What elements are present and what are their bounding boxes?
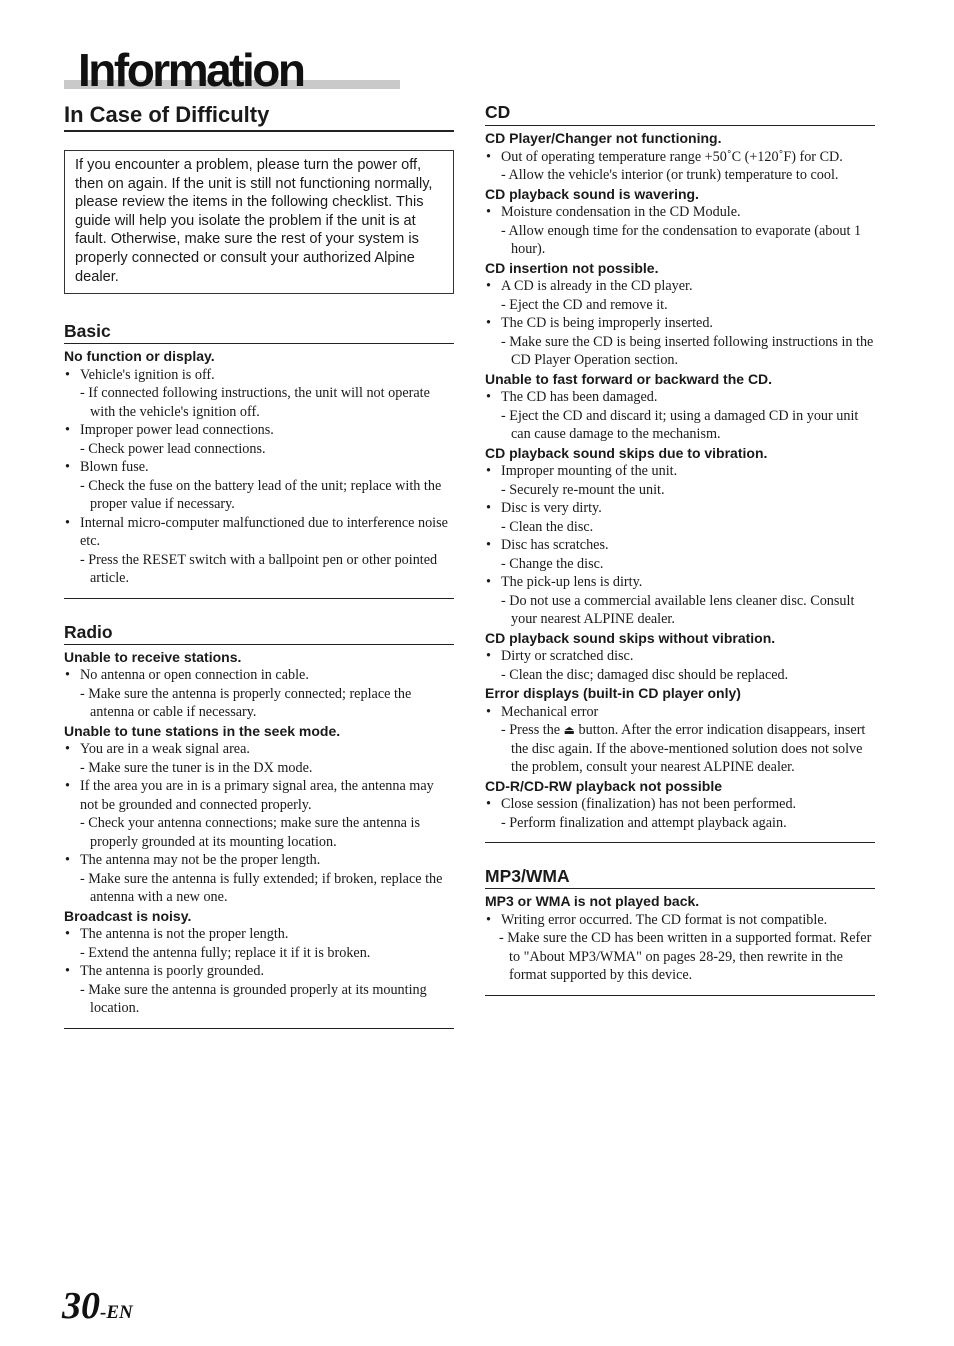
- right-column: [485, 100, 875, 996]
- remedy-item: - Eject the CD and remove it.: [501, 296, 668, 313]
- remedy-item: - Clean the disc; damaged disc should be replaced.: [501, 666, 789, 683]
- remedy-item: - Do not use a commercial available lens cleaner disc. Consult your nearest ALPINE dealer.: [501, 592, 855, 627]
- section-title-cd: CD: [485, 100, 875, 126]
- question: Error displays (built-in CD player only): [485, 685, 741, 701]
- question: CD playback sound skips without vibration.: [485, 629, 776, 646]
- bullet-item: • Close session (finalization) has not been performed.: [486, 796, 797, 812]
- bullet-item: • Writing error occurred. The CD format is not compatible.: [486, 911, 828, 928]
- question: No function or display.: [64, 348, 215, 365]
- remedy-item: - Press the RESET switch with a ballpoint pen or other pointed article.: [80, 551, 438, 587]
- remedy-item: - Make sure the tuner is in the DX mode.: [80, 759, 313, 776]
- bullet-item: • Disc has scratches.: [486, 537, 609, 553]
- bullet-item: • Moisture condensation in the CD Module.: [486, 204, 741, 220]
- remedy-item: - Make sure the antenna is properly connected; replace the antenna or cable if necessary.: [80, 685, 412, 721]
- question: MP3 or WMA is not played back.: [485, 893, 700, 909]
- remedy-item: - Make sure the antenna is grounded properly at its mounting location.: [80, 981, 427, 1017]
- bullet-item: • Dirty or scratched disc.: [486, 648, 634, 664]
- bullet-item: • Out of operating temperature range +50˚C (+120˚F) for CD.: [486, 148, 843, 165]
- section-title-radio: Radio: [64, 621, 454, 645]
- remedy-item: - Change the disc.: [501, 555, 604, 572]
- remedy-item: - Perform finalization and attempt playback again.: [501, 814, 787, 831]
- bullet-item: • You are in a weak signal area.: [65, 741, 250, 758]
- section-title-basic: Basic: [64, 320, 454, 344]
- bullet-item: • The antenna is not the proper length.: [65, 926, 289, 943]
- remedy-item: - Check the fuse on the battery lead of the unit; replace with the proper value if necessary.: [80, 477, 442, 513]
- intro-box: If you encounter a problem, please turn the power off, then on again. If the unit is still not functioning normally, please review the items in the following checklist. This guide will help you isolate the problem if the unit is at fault. Otherwise, make sure the rest of your system is properly connected or consult your authorized Alpine dealer.: [64, 150, 454, 294]
- question: Unable to receive stations.: [64, 648, 242, 665]
- bullet-item: • Blown fuse.: [65, 459, 149, 476]
- remedy-item: - Make sure the antenna is fully extended; if broken, replace the antenna with a new one.: [80, 870, 443, 906]
- question: CD insertion not possible.: [485, 259, 659, 276]
- bullet-item: • Improper power lead connections.: [65, 422, 274, 439]
- page-title: Information: [78, 44, 304, 96]
- remedy-item: - Securely re-mount the unit.: [501, 481, 665, 498]
- bullet-item: • The pick-up lens is dirty.: [486, 574, 643, 590]
- bullet-item: • No antenna or open connection in cable.: [65, 667, 309, 684]
- bullet-item: • Vehicle's ignition is off.: [65, 366, 215, 383]
- bullet-item: • Mechanical error: [486, 703, 599, 720]
- remedy-item: - Extend the antenna fully; replace it if it is broken.: [80, 944, 371, 961]
- question: CD-R/CD-RW playback not possible: [485, 777, 722, 794]
- bullet-item: • The antenna is poorly grounded.: [65, 963, 264, 980]
- remedy-item: - Allow enough time for the condensation to evaporate (about 1 hour).: [501, 222, 862, 257]
- question: CD playback sound skips due to vibration.: [485, 444, 768, 461]
- bullet-item: • The CD has been damaged.: [486, 389, 658, 405]
- remedy-item: - Allow the vehicle's interior (or trunk) temperature to cool.: [501, 167, 839, 183]
- remedy-item: - Make sure the CD has been written in a supported format. Refer to "About MP3/WMA" on pages 28-29, then rewrite in the format supported by this device.: [499, 930, 872, 983]
- section-title-mp3-wma: MP3/WMA: [485, 865, 875, 889]
- remedy-item: - Clean the disc.: [501, 518, 594, 535]
- bullet-item: • A CD is already in the CD player.: [486, 278, 693, 294]
- question: Unable to fast forward or backward the CD.: [485, 370, 773, 387]
- bullet-item: • Disc is very dirty.: [486, 500, 602, 516]
- bullet-item: • If the area you are in is a primary signal area, the antenna may not be grounded and connected properly.: [65, 778, 434, 813]
- bullet-item: • Internal micro-computer malfunctioned due to interference noise etc.: [65, 514, 448, 550]
- remedy-item: - Press the ⏏ button. After the error indication disappears, insert the disc again. If the above-mentioned solution does not solve the problem, consult your nearest ALPINE dealer.: [501, 722, 866, 775]
- remedy-item: - Check power lead connections.: [80, 440, 266, 457]
- left-column: [64, 100, 454, 1029]
- section-mp3-wma: [485, 865, 875, 996]
- section-cd: [485, 100, 875, 843]
- section-radio: [64, 621, 454, 1029]
- question: CD playback sound is wavering.: [485, 185, 699, 202]
- main-title: In Case of Difficulty: [64, 100, 454, 132]
- question: Broadcast is noisy.: [64, 907, 192, 924]
- remedy-item: - If connected following instructions, the unit will not operate with the vehicle's ignition off.: [80, 385, 430, 420]
- question: Unable to tune stations in the seek mode.: [64, 722, 341, 739]
- question: CD Player/Changer not functioning.: [485, 130, 722, 146]
- remedy-item: - Make sure the CD is being inserted following instructions in the CD Player Operation section.: [501, 333, 874, 368]
- remedy-item: - Check your antenna connections; make sure the antenna is properly grounded at its mounting location.: [80, 815, 420, 850]
- remedy-item: - Eject the CD and discard it; using a damaged CD in your unit can cause damage to the mechanism.: [501, 407, 859, 442]
- page-number: 30-EN: [62, 1285, 133, 1327]
- bullet-item: • The antenna may not be the proper length.: [65, 852, 321, 869]
- bullet-item: • The CD is being improperly inserted.: [486, 315, 713, 331]
- bullet-item: • Improper mounting of the unit.: [486, 463, 678, 479]
- section-basic: [64, 320, 454, 599]
- eject-icon: ⏏: [563, 723, 575, 737]
